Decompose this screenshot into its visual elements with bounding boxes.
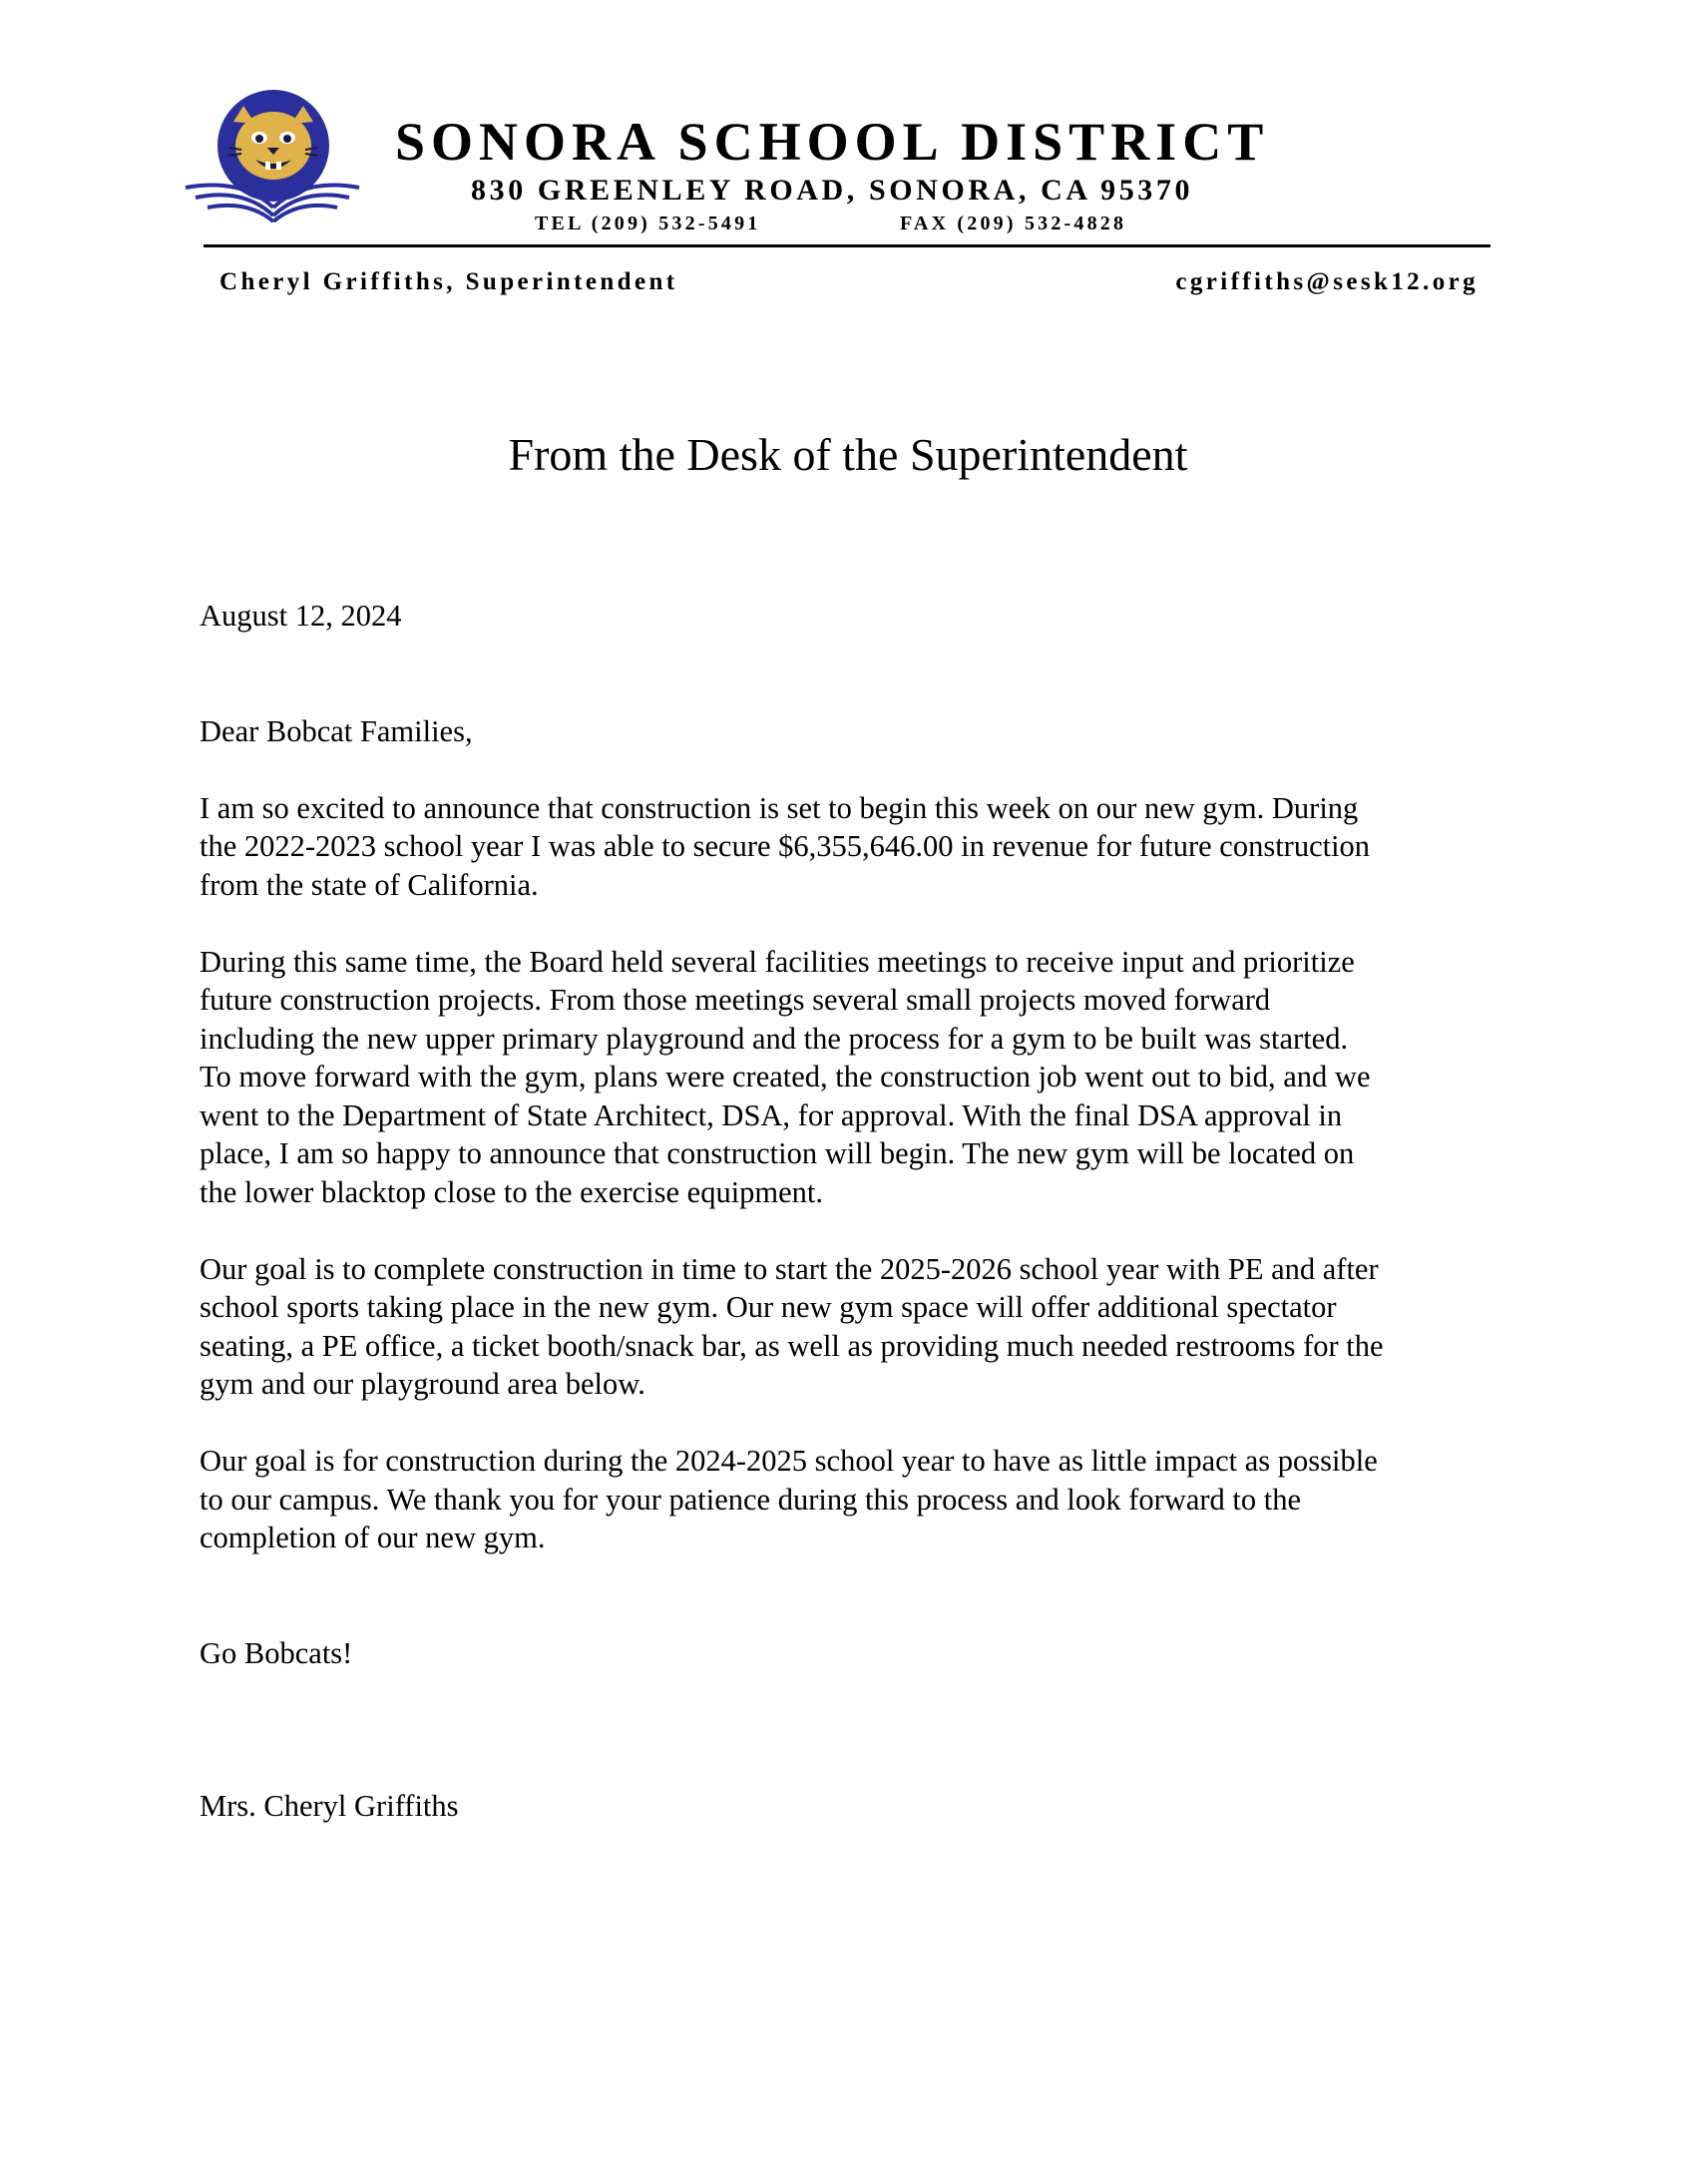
paragraph-line: Our goal is for construction during the 2024-2025 school year to have as little impact as possible: [200, 1444, 1378, 1478]
paragraph-line: gym and our playground area below.: [200, 1367, 645, 1401]
district-tel: TEL (209) 532-5491: [535, 213, 761, 234]
letter-date: August 12, 2024: [200, 599, 402, 633]
bobcat-mascot-logo-icon: [182, 88, 361, 222]
letter-body: [200, 597, 1516, 1826]
paragraph-line: went to the Department of State Architect, DSA, for approval. With the final DSA approval in: [200, 1097, 1343, 1132]
header-divider: [204, 244, 1490, 247]
paragraph-line: During this same time, the Board held several facilities meetings to receive input and prioritize: [200, 944, 1355, 979]
superintendent-name: Cheryl Griffiths, Superintendent: [219, 268, 678, 295]
paragraph-line: school sports taking place in the new gym. Our new gym space will offer additional spectator: [200, 1290, 1337, 1324]
superintendent-email: cgriffiths@sesk12.org: [1175, 268, 1479, 295]
paragraph-line: Our goal is to complete construction in time to start the 2025-2026 school year with PE and after: [200, 1251, 1379, 1286]
paragraph-line: to our campus. We thank you for your patience during this process and look forward to the: [200, 1482, 1302, 1517]
paragraph-line: the 2022-2023 school year I was able to secure $6,355,646.00 in revenue for future construction: [200, 829, 1371, 863]
paragraph-4: [200, 1442, 1516, 1557]
paragraph-line: the lower blacktop close to the exercise equipment.: [200, 1174, 824, 1209]
paragraph-3: [200, 1250, 1516, 1404]
letter-signature: Mrs. Cheryl Griffiths: [200, 1789, 459, 1823]
district-name: SONORA SCHOOL DISTRICT: [395, 112, 1270, 172]
district-fax: FAX (209) 532-4828: [900, 213, 1127, 234]
letter-closing: Go Bobcats!: [200, 1635, 353, 1670]
paragraph-line: I am so excited to announce that construction is set to begin this week on our new gym. During: [200, 790, 1359, 825]
paragraph-line: future construction projects. From those meetings several small projects moved forward: [200, 983, 1271, 1017]
paragraph-line: including the new upper primary playground and the process for a gym to be built was started.: [200, 1021, 1349, 1056]
paragraph-line: To move forward with the gym, plans were created, the construction job went out to bid, and we: [200, 1060, 1371, 1093]
letter-salutation: Dear Bobcat Families,: [200, 713, 473, 748]
paragraph-line: completion of our new gym.: [200, 1521, 546, 1554]
paragraph-line: seating, a PE office, a ticket booth/snack bar, as well as providing much needed restrooms for the: [200, 1328, 1384, 1363]
paragraph-2: [200, 943, 1516, 1212]
paragraph-1: [200, 789, 1516, 905]
paragraph-line: place, I am so happy to announce that construction will begin. The new gym will be located on: [200, 1136, 1355, 1170]
paragraph-line: from the state of California.: [200, 867, 539, 902]
district-address: 830 GREENLEY ROAD, SONORA, CA 95370: [471, 174, 1194, 207]
letter-title: From the Desk of the Superintendent: [508, 429, 1188, 480]
